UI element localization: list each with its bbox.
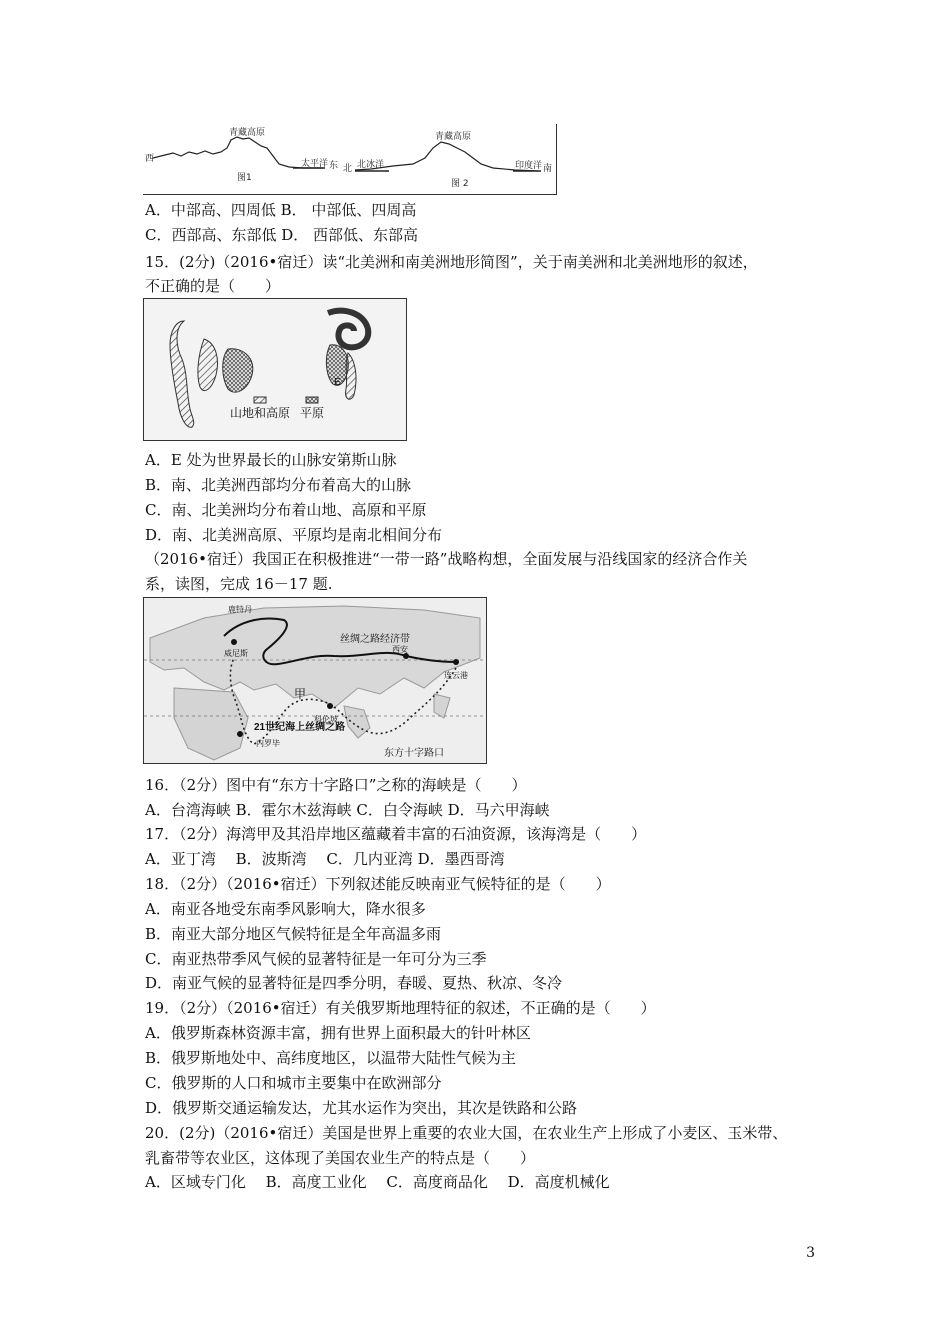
- mountain-region-east: [328, 311, 368, 348]
- label-crossroads: 东方十字路口: [384, 748, 444, 759]
- legend-swatch-mountain: [254, 397, 266, 403]
- americas-terrain-map: [143, 298, 407, 441]
- label-rotterdam: 鹿特丹: [228, 605, 252, 614]
- q14-option-cd: C．西部高、东部低 D． 西部低、东部高: [145, 226, 419, 244]
- q20-stem-line2: 乳畜带等农业区，这体现了美国农业生产的特点是（ ）: [145, 1149, 536, 1167]
- fig2-north-ocean-label: 北冰洋: [357, 160, 385, 170]
- q15-option-d: D．南、北美洲高原、平原均是南北相间分布: [145, 526, 443, 544]
- label-lianyungang: 连云港: [444, 671, 468, 680]
- mountain-region-west: [170, 321, 194, 427]
- q17-stem: 17．（2分）海湾甲及其沿岸地区蕴藏着丰富的石油资源，该海湾是（ ）: [145, 825, 647, 843]
- q15-stem-line2: 不正确的是（ ）: [145, 277, 281, 295]
- fig1-west-label: 西: [145, 154, 155, 164]
- q16-stem: 16．（2分）图中有“东方十字路口”之称的海峡是（ ）: [145, 776, 527, 794]
- fig1-east-ocean-label: 太平洋: [301, 159, 329, 169]
- q17-options: A．亚丁湾 B．波斯湾 C．几内亚湾 D．墨西哥湾: [145, 850, 505, 868]
- page-number: 3: [806, 1245, 815, 1261]
- intro-line2: 系，读图，完成 16－17 题.: [145, 575, 333, 593]
- city-dot-lianyungang: [453, 659, 459, 665]
- fig2-south-ocean-label: 印度洋: [515, 161, 543, 171]
- q20-stem-line1: 20．(2分)（2016•宿迁）美国是世界上重要的农业大国，在农业生产上形成了小麦区、玉米带、: [145, 1124, 788, 1142]
- legend-mountain-label: 山地和高原: [230, 406, 291, 420]
- q15-option-b: B．南、北美洲西部均分布着高大的山脉: [145, 476, 412, 494]
- fig2-caption: 图 2: [451, 179, 469, 189]
- label-nairobi: 内罗毕: [256, 739, 280, 748]
- fig2-peak-label: 青藏高原: [435, 132, 472, 142]
- legend-plain-label: 平原: [300, 406, 325, 420]
- q15-option-a: A．E 处为世界最长的山脉安第斯山脉: [145, 451, 397, 469]
- city-dot-colombo: [327, 703, 333, 709]
- q14-option-ab: A．中部高、四周低 B． 中部低、四周高: [145, 201, 417, 219]
- q19-option-c: C．俄罗斯的人口和城市主要集中在欧洲部分: [145, 1074, 442, 1092]
- q18-option-d: D．南亚气候的显著特征是四季分明，春暖、夏热、秋凉、冬冷: [145, 974, 563, 992]
- label-maritime: 21世纪海上丝绸之路: [254, 722, 346, 733]
- label-colombo: 科伦坡: [314, 715, 338, 724]
- q18-option-a: A．南亚各地受东南季风影响大，降水很多: [145, 900, 426, 918]
- plain-region-b: [223, 349, 253, 392]
- terrain-profile-figures: [143, 124, 557, 195]
- q19-option-a: A．俄罗斯森林资源丰富，拥有世界上面积最大的针叶林区: [145, 1024, 531, 1042]
- mountain-region-south: [346, 353, 356, 399]
- q18-stem: 18．（2分）（2016•宿迁）下列叙述能反映南亚气候特征的是（ ）: [145, 875, 611, 893]
- city-dot-venice: [231, 639, 237, 645]
- q19-stem: 19．（2分）（2016•宿迁）有关俄罗斯地理特征的叙述，不正确的是（ ）: [145, 999, 656, 1017]
- q16-options: A．台湾海峡 B．霍尔木兹海峡 C．白令海峡 D．马六甲海峡: [145, 801, 550, 819]
- label-venice: 威尼斯: [224, 649, 248, 658]
- fig2-north-label: 北: [343, 164, 353, 174]
- city-dot-nairobi: [237, 731, 243, 737]
- legend-swatch-plain: [306, 397, 318, 403]
- belt-road-map: [143, 597, 487, 764]
- q18-option-b: B．南亚大部分地区气候特征是全年高温多雨: [145, 925, 442, 943]
- q15-option-c: C．南、北美洲均分布着山地、高原和平原: [145, 501, 427, 519]
- label-xian: 西安: [392, 645, 408, 654]
- fig1-peak-label: 青藏高原: [229, 128, 266, 138]
- label-jia: 甲: [294, 687, 307, 701]
- fig2-south-label: 南: [543, 164, 553, 174]
- q19-option-b: B．俄罗斯地处中、高纬度地区，以温带大陆性气候为主: [145, 1049, 517, 1067]
- plain-region-a: [198, 339, 218, 391]
- q15-stem-line1: 15．(2分)（2016•宿迁）读“北美洲和南美洲地形简图”，关于南美洲和北美洲地形的叙述，: [145, 253, 758, 271]
- fig1-caption: 图1: [237, 173, 252, 183]
- q19-option-d: D．俄罗斯交通运输发达，尤其水运作为突出，其次是铁路和公路: [145, 1099, 578, 1117]
- intro-line1: （2016•宿迁）我国正在积极推进“一带一路”战略构想，全面发展与沿线国家的经济合作关: [145, 550, 748, 568]
- profile-1-line: [153, 137, 323, 168]
- map-label-e: E: [334, 377, 341, 388]
- fig1-east-label: 东: [329, 161, 339, 171]
- q20-options: A．区域专门化 B．高度工业化 C．高度商品化 D．高度机械化: [145, 1173, 610, 1191]
- q18-option-c: C．南亚热带季风气候的显著特征是一年可分为三季: [145, 950, 487, 968]
- label-silk-belt: 丝绸之路经济带: [340, 634, 410, 645]
